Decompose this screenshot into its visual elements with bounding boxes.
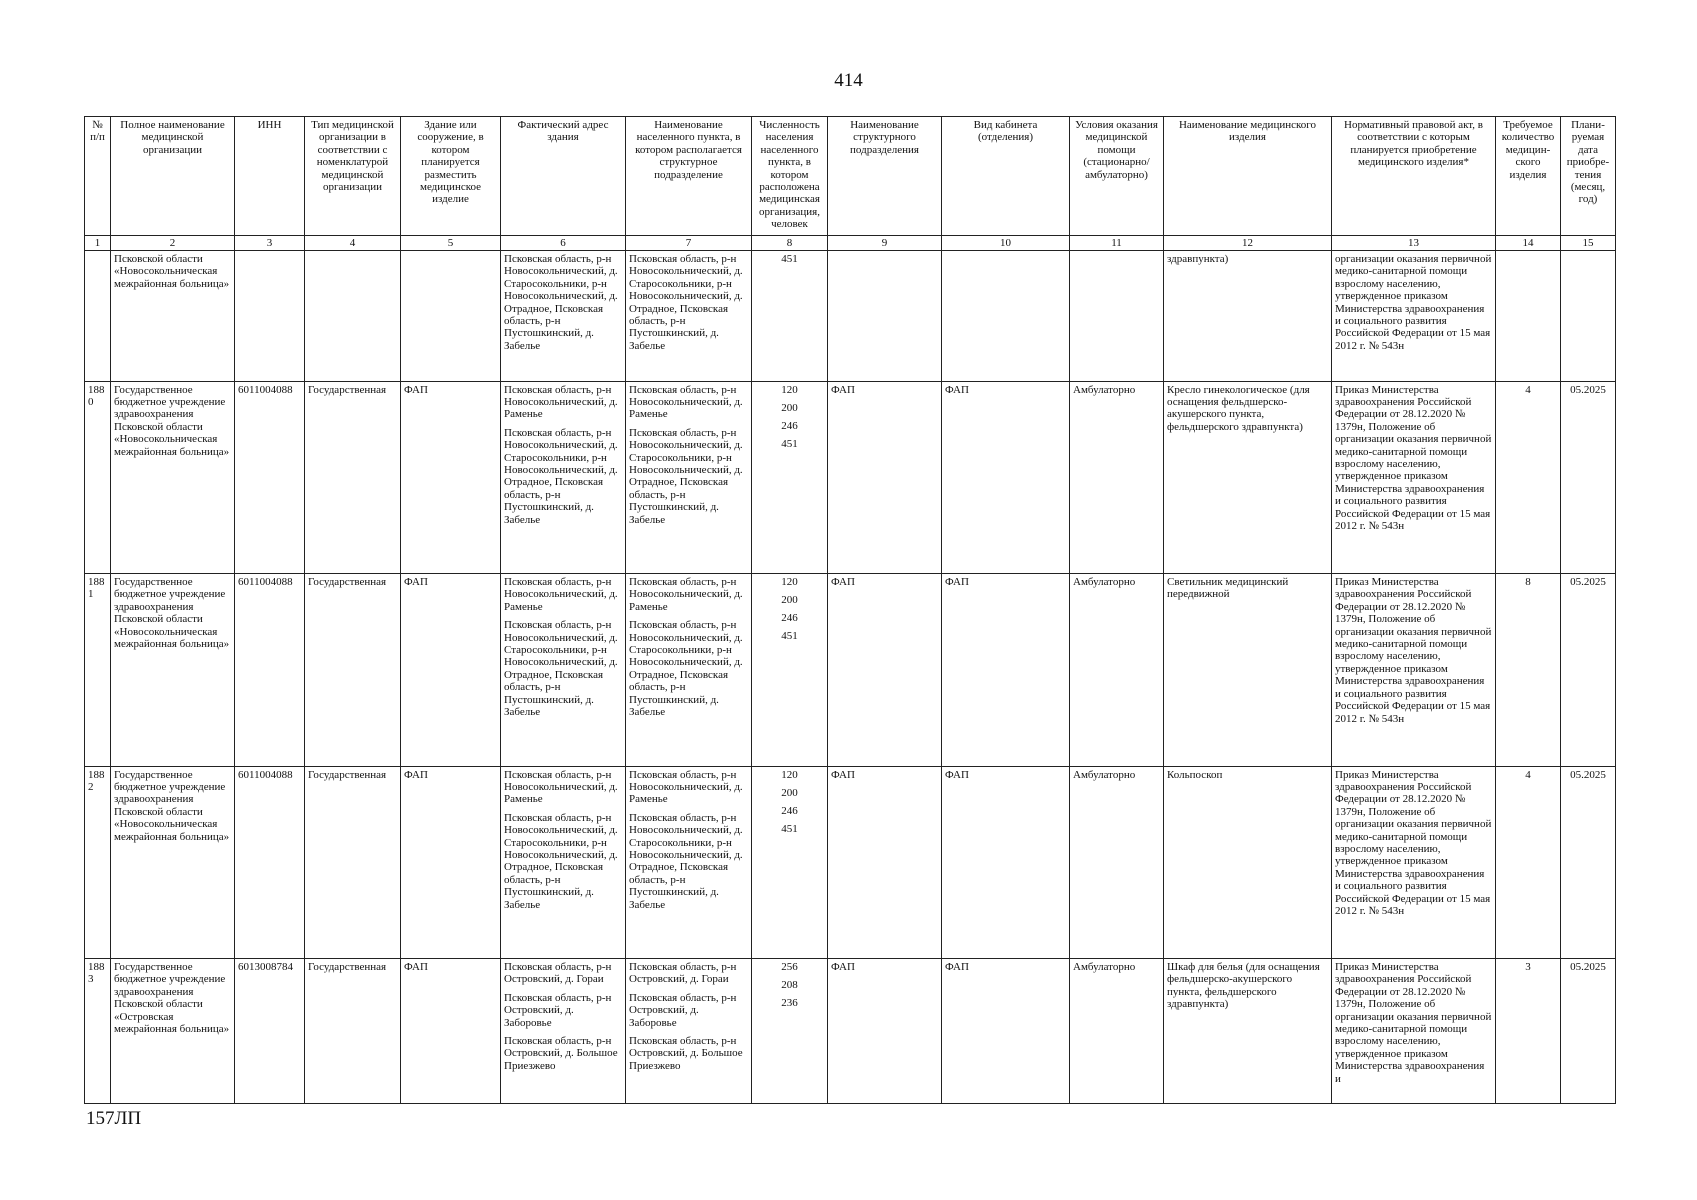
column-header: Численность населения населенного пункта, в котором расположена медицинская организация, человек xyxy=(752,117,828,236)
address-block: Псковская область, р-н Новосокольнический, д. Раменье xyxy=(504,383,618,421)
conditions-cell: Амбулаторно xyxy=(1070,381,1164,574)
cabinet-cell xyxy=(942,251,1070,382)
table-row xyxy=(85,766,1616,959)
table-body xyxy=(85,251,1616,1104)
column-number: 15 xyxy=(1561,236,1616,251)
settlement-block: Псковская область, р-н Новосокольнический, д. Раменье xyxy=(629,576,743,613)
column-header: Наименование медицинского изделия xyxy=(1164,117,1332,236)
column-number: 11 xyxy=(1070,236,1164,251)
column-header: Тип медицинской организации в соответствии с номенклатурой медицинской организации xyxy=(305,117,401,236)
settlement-cell xyxy=(626,766,752,959)
column-header: № п/п xyxy=(85,117,111,236)
address-block: Псковская область, р-н Островский, д. Гораи xyxy=(504,961,612,986)
unit-cell xyxy=(828,251,942,382)
organization-cell: Государственное бюджетное учреждение здравоохранения Псковской области «Новосокольническая межрайонная больница» xyxy=(111,381,235,574)
population-value: 246 xyxy=(781,804,798,817)
population-cell xyxy=(752,959,828,1104)
inn-cell: 6011004088 xyxy=(235,381,305,574)
column-number: 12 xyxy=(1164,236,1332,251)
population-cell xyxy=(752,574,828,767)
page-number: 414 xyxy=(834,70,863,91)
org-type-cell: Государственная xyxy=(305,766,401,959)
row-number-cell: 1881 xyxy=(85,574,111,767)
conditions-cell: Амбулаторно xyxy=(1070,959,1164,1104)
settlement-block: Псковская область, р-н Новосокольнический, д. Раменье xyxy=(629,383,743,421)
legal-act-cell: Приказ Министерства здравоохранения Российской Федерации от 28.12.2020 № 1379н, Положение об организации оказания первичной медико-санитарной помощи взрослому населению, утвержденное приказом Министерства здравоохранения и социального развития Российской Федерации от 15 мая 2012 г. № 543н xyxy=(1332,766,1496,959)
inn-cell: 6011004088 xyxy=(235,574,305,767)
population-value: 200 xyxy=(781,786,798,799)
column-header: ИНН xyxy=(235,117,305,236)
population-value: 246 xyxy=(781,419,798,432)
population-value: 451 xyxy=(781,630,798,643)
population-value: 120 xyxy=(781,768,798,781)
settlement-block: Псковская область, р-н Новосокольнический, д. Старосокольники, р-н Новосокольнический, д. Отрадное, Псковская область, р-н Пустошкинский, д. Забелье xyxy=(629,811,743,911)
date-cell: 05.2025 xyxy=(1561,959,1616,1104)
org-type-cell: Государственная xyxy=(305,381,401,574)
cabinet-cell: ФАП xyxy=(942,574,1070,767)
address-block: Псковская область, р-н Островский, д. Большое Приезжево xyxy=(504,1035,618,1072)
settlement-block: Псковская область, р-н Новосокольнический, д. Раменье xyxy=(629,768,743,806)
org-type-cell xyxy=(305,251,401,382)
population-value: 256 xyxy=(781,961,798,974)
date-cell xyxy=(1561,251,1616,382)
address-cell xyxy=(501,766,626,959)
column-header: Фактический адрес здания xyxy=(501,117,626,236)
legal-act-cell: организации оказания первичной медико-санитарной помощи взрослому населению, утвержденное приказом Министерства здравоохранения и социального развития Российской Федерации от 15 мая 2012 г. № 543н xyxy=(1332,251,1496,382)
device-name-cell: Шкаф для белья (для оснащения фельдшерско-акушерского пункта, фельдшерского здравпункта) xyxy=(1164,959,1332,1104)
address-block: Псковская область, р-н Новосокольнический, д. Старосокольники, р-н Новосокольнический, д. Отрадное, Псковская область, р-н Пустошкинский, д. Забелье xyxy=(504,811,618,911)
population-value: 120 xyxy=(781,576,798,589)
address-block: Псковская область, р-н Новосокольнический, д. Старосокольники, р-н Новосокольнический, д. Отрадное, Псковская область, р-н Пустошкинский, д. Забелье xyxy=(504,253,618,352)
settlement-block: Псковская область, р-н Островский, д. Гораи xyxy=(629,961,737,986)
address-cell xyxy=(501,959,626,1104)
settlement-block: Псковская область, р-н Новосокольнический, д. Старосокольники, р-н Новосокольнический, д. Отрадное, Псковская область, р-н Пустошкинский, д. Забелье xyxy=(629,253,743,352)
quantity-cell xyxy=(1496,251,1561,382)
org-type-cell: Государственная xyxy=(305,959,401,1104)
device-name-cell: Кольпоскоп xyxy=(1164,766,1332,959)
column-header: Нормативный правовой акт, в соответствии с которым планируется приобретение медицинского изделия* xyxy=(1332,117,1496,236)
population-value: 451 xyxy=(781,822,798,835)
device-name-cell: здравпункта) xyxy=(1164,251,1332,382)
column-header: Наименование структурного подразделения xyxy=(828,117,942,236)
organization-cell: Государственное бюджетное учреждение здравоохранения Псковской области «Островская межрайонная больница» xyxy=(111,959,235,1104)
building-cell: ФАП xyxy=(401,574,501,767)
column-number: 3 xyxy=(235,236,305,251)
population-value: 451 xyxy=(781,437,798,450)
building-cell: ФАП xyxy=(401,959,501,1104)
table-row xyxy=(85,959,1616,1104)
settlement-cell xyxy=(626,381,752,574)
column-number: 13 xyxy=(1332,236,1496,251)
unit-cell: ФАП xyxy=(828,574,942,767)
row-number-cell xyxy=(85,251,111,382)
row-number-cell: 1883 xyxy=(85,959,111,1104)
population-cell xyxy=(752,381,828,574)
column-header: Наименование населенного пункта, в котором располагается структурное подразделение xyxy=(626,117,752,236)
address-cell xyxy=(501,381,626,574)
column-header: Здание или сооружение, в котором планируется разместить медицинское изделие xyxy=(401,117,501,236)
column-header: Вид кабинета (отделения) xyxy=(942,117,1070,236)
settlement-block: Псковская область, р-н Новосокольнический, д. Старосокольники, р-н Новосокольнический, д. Отрадное, Псковская область, р-н Пустошкинский, д. Забелье xyxy=(629,619,743,719)
cabinet-cell: ФАП xyxy=(942,959,1070,1104)
column-number: 7 xyxy=(626,236,752,251)
device-name-cell: Кресло гинекологическое (для оснащения фельдшерско-акушерского пункта, фельдшерского здравпункта) xyxy=(1164,381,1332,574)
conditions-cell xyxy=(1070,251,1164,382)
building-cell xyxy=(401,251,501,382)
column-header: Плани-руемая дата приобре-тения (месяц, год) xyxy=(1561,117,1616,236)
settlement-block: Псковская область, р-н Островский, д. Заборовье xyxy=(629,991,737,1029)
address-block: Псковская область, р-н Новосокольнический, д. Раменье xyxy=(504,576,618,613)
column-number: 1 xyxy=(85,236,111,251)
row-number-cell: 1882 xyxy=(85,766,111,959)
legal-act-cell: Приказ Министерства здравоохранения Российской Федерации от 28.12.2020 № 1379н, Положение об организации оказания первичной медико-санитарной помощи взрослому населению, утвержденное приказом Министерства здравоохранения и социального развития Российской Федерации от 15 мая 2012 г. № 543н xyxy=(1332,574,1496,767)
settlement-cell xyxy=(626,959,752,1104)
population-value: 200 xyxy=(781,401,798,414)
population-value: 451 xyxy=(781,253,798,265)
settlement-cell xyxy=(626,574,752,767)
table-row xyxy=(85,381,1616,574)
unit-cell: ФАП xyxy=(828,959,942,1104)
legal-act-cell: Приказ Министерства здравоохранения Российской Федерации от 28.12.2020 № 1379н, Положение об организации оказания первичной медико-санитарной помощи взрослому населению, утвержденное приказом Министерства здравоохранения и социального развития Российской Федерации от 15 мая 2012 г. № 543н xyxy=(1332,381,1496,574)
cabinet-cell: ФАП xyxy=(942,766,1070,959)
column-number: 5 xyxy=(401,236,501,251)
column-number: 4 xyxy=(305,236,401,251)
organization-cell: Псковской области «Новосокольническая межрайонная больница» xyxy=(111,251,235,382)
address-block: Псковская область, р-н Новосокольнический, д. Старосокольники, р-н Новосокольнический, д. Отрадное, Псковская область, р-н Пустошкинский, д. Забелье xyxy=(504,619,618,719)
inn-cell: 6013008784 xyxy=(235,959,305,1104)
quantity-cell: 8 xyxy=(1496,574,1561,767)
address-block: Псковская область, р-н Островский, д. Заборовье xyxy=(504,991,612,1029)
quantity-cell: 4 xyxy=(1496,381,1561,574)
column-number-row xyxy=(85,236,1616,251)
building-cell: ФАП xyxy=(401,381,501,574)
column-number: 10 xyxy=(942,236,1070,251)
column-header: Условия оказания медицинской помощи (стационарно/ амбулаторно) xyxy=(1070,117,1164,236)
address-block: Псковская область, р-н Новосокольнический, д. Раменье xyxy=(504,768,618,806)
address-cell xyxy=(501,251,626,382)
cabinet-cell: ФАП xyxy=(942,381,1070,574)
column-header: Требуемое количество медицин-ского изделия xyxy=(1496,117,1561,236)
settlement-block: Псковская область, р-н Островский, д. Большое Приезжево xyxy=(629,1035,743,1072)
table-row xyxy=(85,574,1616,767)
date-cell: 05.2025 xyxy=(1561,574,1616,767)
device-name-cell: Светильник медицинский передвижной xyxy=(1164,574,1332,767)
date-cell: 05.2025 xyxy=(1561,766,1616,959)
column-number: 8 xyxy=(752,236,828,251)
quantity-cell: 4 xyxy=(1496,766,1561,959)
column-number: 6 xyxy=(501,236,626,251)
unit-cell: ФАП xyxy=(828,381,942,574)
conditions-cell: Амбулаторно xyxy=(1070,574,1164,767)
footer-code: 157ЛП xyxy=(86,1108,142,1129)
population-cell xyxy=(752,251,828,382)
organization-cell: Государственное бюджетное учреждение здравоохранения Псковской области «Новосокольническая межрайонная больница» xyxy=(111,574,235,767)
population-value: 200 xyxy=(781,594,798,607)
table-row-continuation xyxy=(85,251,1616,382)
column-number: 14 xyxy=(1496,236,1561,251)
population-cell xyxy=(752,766,828,959)
medical-equipment-table xyxy=(84,116,1616,1104)
column-header: Полное наименование медицинской организации xyxy=(111,117,235,236)
population-value: 208 xyxy=(781,979,798,992)
unit-cell: ФАП xyxy=(828,766,942,959)
population-value: 120 xyxy=(781,383,798,396)
quantity-cell: 3 xyxy=(1496,959,1561,1104)
conditions-cell: Амбулаторно xyxy=(1070,766,1164,959)
legal-act-cell: Приказ Министерства здравоохранения Российской Федерации от 28.12.2020 № 1379н, Положение об организации оказания первичной медико-санитарной помощи взрослому населению, утвержденное приказом Министерства здравоохранения и xyxy=(1332,959,1496,1104)
organization-cell: Государственное бюджетное учреждение здравоохранения Псковской области «Новосокольническая межрайонная больница» xyxy=(111,766,235,959)
inn-cell: 6011004088 xyxy=(235,766,305,959)
population-value: 236 xyxy=(781,997,798,1010)
settlement-cell xyxy=(626,251,752,382)
date-cell: 05.2025 xyxy=(1561,381,1616,574)
row-number-cell: 1880 xyxy=(85,381,111,574)
population-value: 246 xyxy=(781,612,798,625)
settlement-block: Псковская область, р-н Новосокольнический, д. Старосокольники, р-н Новосокольнический, д. Отрадное, Псковская область, р-н Пустошкинский, д. Забелье xyxy=(629,426,743,526)
address-block: Псковская область, р-н Новосокольнический, д. Старосокольники, р-н Новосокольнический, д. Отрадное, Псковская область, р-н Пустошкинский, д. Забелье xyxy=(504,426,618,526)
inn-cell xyxy=(235,251,305,382)
header-row xyxy=(85,117,1616,236)
column-number: 9 xyxy=(828,236,942,251)
column-number: 2 xyxy=(111,236,235,251)
building-cell: ФАП xyxy=(401,766,501,959)
org-type-cell: Государственная xyxy=(305,574,401,767)
address-cell xyxy=(501,574,626,767)
